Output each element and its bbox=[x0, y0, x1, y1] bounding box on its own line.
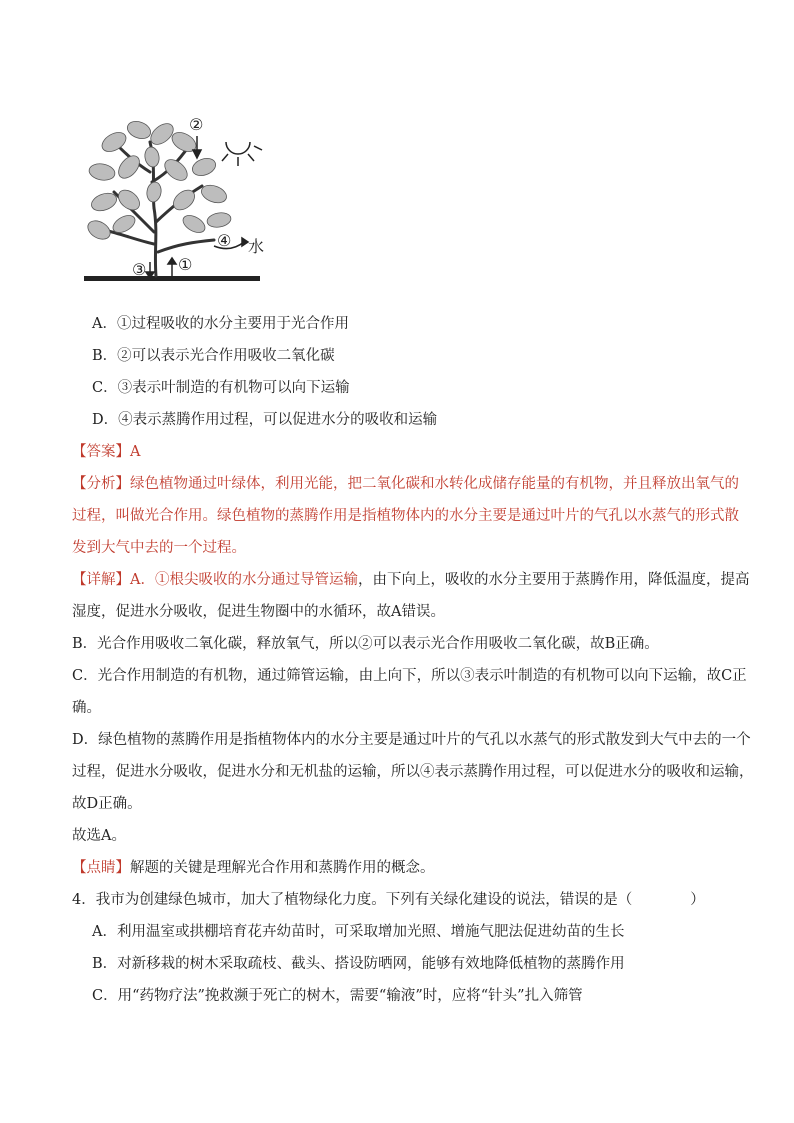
ground bbox=[84, 276, 260, 281]
marker-2: ② bbox=[189, 115, 204, 134]
plant-diagram bbox=[84, 112, 274, 288]
detail-line-2: 湿度，促进水分吸收，促进生物圈中的水循环，故A错误。 bbox=[72, 604, 445, 620]
option-a: A．①过程吸收的水分主要用于光合作用 bbox=[92, 316, 349, 332]
option-c: C．③表示叶制造的有机物可以向下运输 bbox=[92, 380, 350, 396]
question-4-stem: 4．我市为创建绿色城市，加大了植物绿化力度。下列有关绿化建设的说法，错误的是（ ） bbox=[72, 892, 705, 908]
option-b: B．②可以表示光合作用吸收二氧化碳 bbox=[92, 348, 335, 364]
answer-tag: 【答案】 bbox=[72, 444, 130, 460]
tip-line: 【点睛】解题的关键是理解光合作用和蒸腾作用的概念。 bbox=[72, 860, 435, 876]
q4-option-c: C．用“药物疗法”挽救濒于死亡的树木，需要“输液”时，应将“针头”扎入筛管 bbox=[92, 988, 583, 1004]
sun-icon bbox=[222, 142, 262, 166]
analysis-tag: 【分析】 bbox=[72, 476, 130, 492]
option-d: D．④表示蒸腾作用过程，可以促进水分的吸收和运输 bbox=[92, 412, 438, 428]
analysis-line-2: 过程，叫做光合作用。绿色植物的蒸腾作用是指植物体内的水分主要是通过叶片的气孔以水蒸气的形式散 bbox=[72, 508, 739, 524]
detail-line-8: 故D正确。 bbox=[72, 796, 142, 812]
answer-line bbox=[72, 442, 140, 462]
detail-line-3: B．光合作用吸收二氧化碳，释放氧气，所以②可以表示光合作用吸收二氧化碳，故B正确。 bbox=[72, 636, 659, 652]
detail-line-4: C．光合作用制造的有机物，通过筛管运输，由上向下，所以③表示叶制造的有机物可以向下运输，故C正 bbox=[72, 668, 747, 684]
analysis-line-1: 【分析】绿色植物通过叶绿体，利用光能，把二氧化碳和水转化成储存能量的有机物，并且释放出氧气的 bbox=[72, 476, 739, 492]
q4-option-b: B．对新移栽的树木采取疏枝、截头、搭设防晒网，能够有效地降低植物的蒸腾作用 bbox=[92, 956, 625, 972]
marker-3: ③ bbox=[132, 260, 147, 279]
detail-line-1: 【详解】A．①根尖吸收的水分通过导管运输，由下向上，吸收的水分主要用于蒸腾作用，降低温度，提高 bbox=[72, 572, 750, 588]
q4-option-a: A．利用温室或拱棚培育花卉幼苗时，可采取增加光照、增施气肥法促进幼苗的生长 bbox=[92, 924, 625, 940]
answer-value: A bbox=[130, 444, 141, 460]
marker-4: ④ bbox=[217, 231, 232, 250]
detail-line-9: 故选A。 bbox=[72, 828, 126, 844]
detail-line-7: 过程，促进水分吸收，促进水分和无机盐的运输，所以④表示蒸腾作用过程，可以促进水分的吸收和运输， bbox=[72, 764, 754, 780]
detail-tag: 【详解】 bbox=[72, 572, 130, 588]
tip-tag: 【点睛】 bbox=[72, 860, 130, 876]
marker-1: ① bbox=[178, 255, 193, 274]
detail-line-5: 确。 bbox=[72, 700, 101, 716]
water-label: 水 bbox=[248, 237, 265, 256]
detail-line-6: D．绿色植物的蒸腾作用是指植物体内的水分主要是通过叶片的气孔以水蒸气的形式散发到大气中去的一个 bbox=[72, 732, 751, 748]
analysis-line-3: 发到大气中去的一个过程。 bbox=[72, 540, 246, 556]
